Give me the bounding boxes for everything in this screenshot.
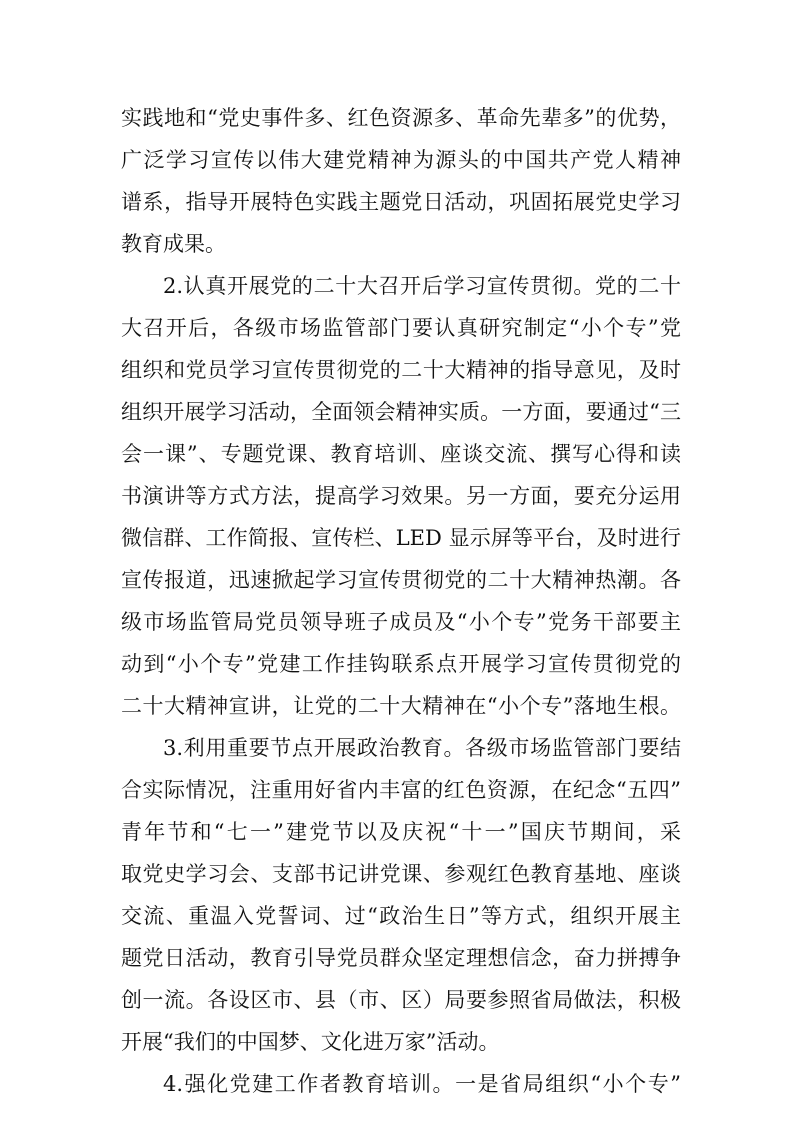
- text-line: 创一流。各设区市、县（市、区）局要参照省局做法，积极: [121, 988, 681, 1012]
- text-line: 教育成果。: [121, 232, 226, 256]
- text-line: 动到“小个专”党建工作挂钩联系点开展学习宣传贯彻党的: [121, 652, 681, 676]
- text-line: 开展“我们的中国梦、文化进万家”活动。: [121, 1030, 500, 1054]
- paragraph-first-line: 2.认真开展党的二十大召开后学习宣传贯彻。党的二十: [163, 274, 681, 298]
- text-line: 组织和党员学习宣传贯彻党的二十大精神的指导意见，及时: [121, 358, 681, 382]
- text-line: 会一课”、专题党课、教育培训、座谈交流、撰写心得和读: [121, 442, 681, 466]
- text-line: 广泛学习宣传以伟大建党精神为源头的中国共产党人精神: [121, 148, 681, 172]
- text-line: 实践地和“党史事件多、红色资源多、革命先辈多”的优势，: [121, 106, 681, 130]
- text-line: 合实际情况，注重用好省内丰富的红色资源，在纪念“五四”: [121, 778, 681, 802]
- paragraph-first-line: 4.强化党建工作者教育培训。一是省局组织“小个专”: [163, 1072, 681, 1096]
- text-line: 青年节和“七一”建党节以及庆祝“十一”国庆节期间，采: [121, 820, 681, 844]
- text-line: 谱系，指导开展特色实践主题党日活动，巩固拓展党史学习: [121, 190, 681, 214]
- text-line: 组织开展学习活动，全面领会精神实质。一方面，要通过“三: [121, 400, 681, 424]
- text-line: 大召开后，各级市场监管部门要认真研究制定“小个专”党: [121, 316, 681, 340]
- document-page: [121, 97, 681, 1105]
- text-line: 微信群、工作简报、宣传栏、LED 显示屏等平台，及时进行: [121, 526, 681, 550]
- paragraph-first-line: 3.利用重要节点开展政治教育。各级市场监管部门要结: [163, 736, 681, 760]
- text-line: 题党日活动，教育引导党员群众坚定理想信念，奋力拼搏争: [121, 946, 681, 970]
- text-line: 书演讲等方式方法，提高学习效果。另一方面，要充分运用: [121, 484, 681, 508]
- text-line: 取党史学习会、支部书记讲党课、参观红色教育基地、座谈: [121, 862, 681, 886]
- text-line: 交流、重温入党誓词、过“政治生日”等方式，组织开展主: [121, 904, 681, 928]
- text-line: 宣传报道，迅速掀起学习宣传贯彻党的二十大精神热潮。各: [121, 568, 681, 592]
- text-line: 二十大精神宣讲，让党的二十大精神在“小个专”落地生根。: [121, 694, 681, 718]
- text-line: 级市场监管局党员领导班子成员及“小个专”党务干部要主: [121, 610, 681, 634]
